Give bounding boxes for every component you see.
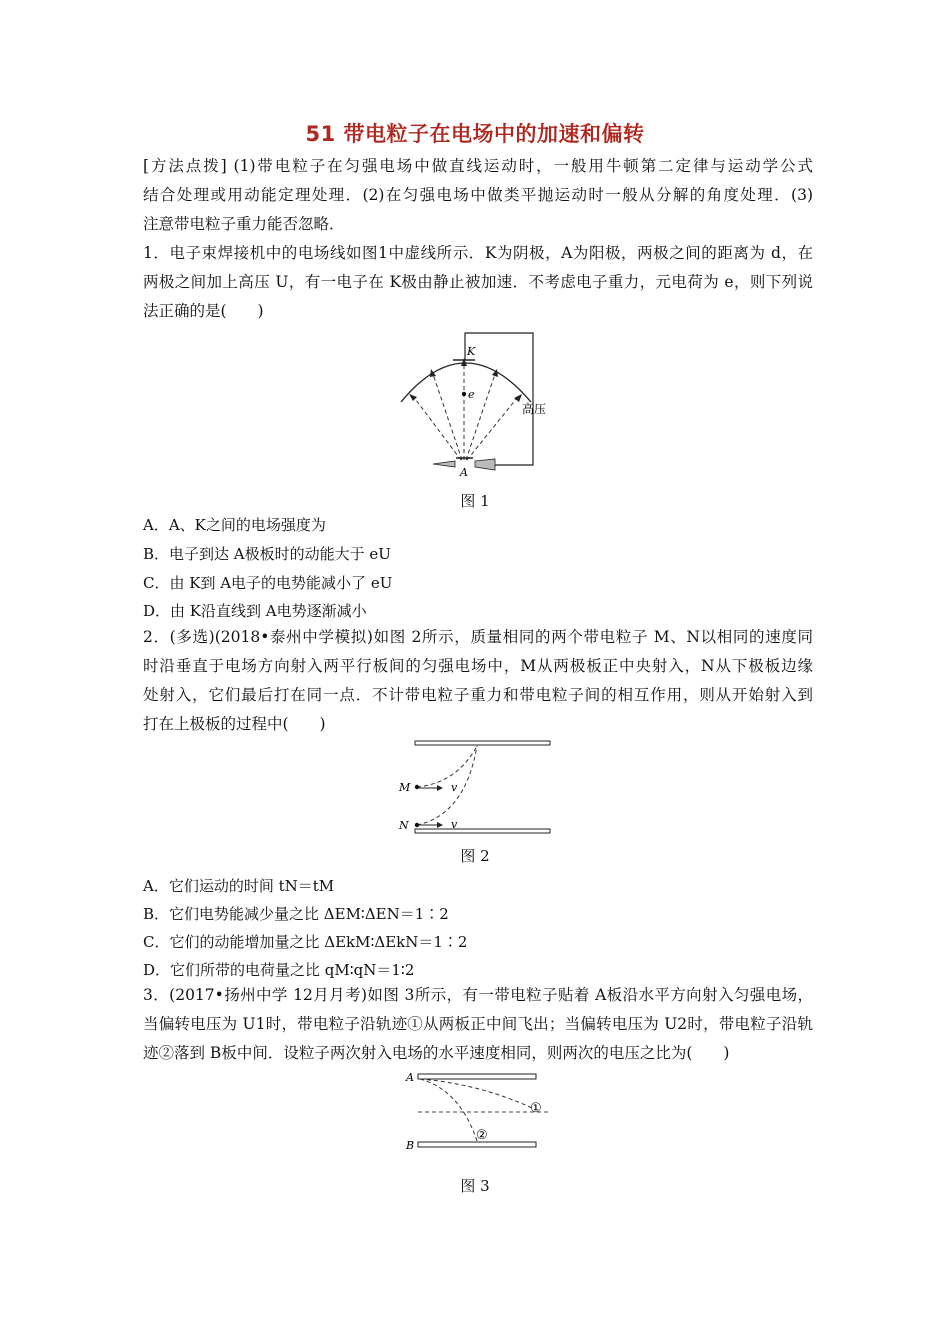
anode-right-plate <box>475 459 495 470</box>
figure-2-parallel-plates-diagram <box>395 735 560 840</box>
electron-dot <box>462 392 466 396</box>
label-trajectory-2: ② <box>476 1128 488 1143</box>
label-n: N <box>399 819 409 832</box>
lower-plate <box>415 829 550 833</box>
question-line: 法正确的是( ) <box>143 302 264 320</box>
question-line: 2．(多选)(2018•泰州中学模拟)如图 2所示，质量相同的两个带电粒子 M、N以相同的速度同 <box>143 628 813 646</box>
question-2-stem <box>143 623 813 739</box>
q1-option-b: B．电子到达 A极板时的动能大于 eU <box>143 545 391 563</box>
upper-plate <box>415 741 550 745</box>
trajectory-1 <box>420 1079 532 1108</box>
label-plate-a: A <box>406 1071 414 1084</box>
anode-left-plate <box>433 461 455 467</box>
figure-1-electron-beam-diagram <box>395 328 555 478</box>
field-lines <box>413 364 517 460</box>
q1-option-c: C．由 K到 A电子的电势能减小了 eU <box>143 574 393 592</box>
q2-option-a: A．它们运动的时间 tN＝tM <box>143 877 335 895</box>
trajectory-2 <box>420 1079 477 1141</box>
question-line: 当偏转电压为 U1时，带电粒子沿轨迹①从两板正中间飞出；当偏转电压为 U2时，带电粒子沿轨 <box>143 1015 813 1033</box>
question-line: 迹②落到 B板中间．设粒子两次射入电场的水平速度相同，则两次的电压之比为( ) <box>143 1044 730 1062</box>
trajectory-m <box>417 746 477 787</box>
particle-n <box>415 823 419 827</box>
label-v-m: v <box>451 781 458 794</box>
question-line: 两极之间加上高压 U，有一电子在 K极由静止被加速．不考虑电子重力，元电荷为 e，则下列说 <box>143 273 813 291</box>
question-line: 处射入，它们最后打在同一点．不计带电粒子重力和带电粒子间的相互作用，则从开始射入到 <box>143 686 813 704</box>
page-title: 51 带电粒子在电场中的加速和偏转 <box>305 122 645 146</box>
q2-option-d: D．它们所带的电荷量之比 qM∶qN＝1∶2 <box>143 961 415 979</box>
method-tip <box>143 152 813 239</box>
label-e: e <box>468 388 475 401</box>
method-line: 注意带电粒子重力能否忽略． <box>143 215 345 233</box>
label-a: A <box>460 466 468 479</box>
figure-2-caption: 图 2 <box>460 847 490 865</box>
figure-1-caption: 图 1 <box>460 492 490 510</box>
label-k: K <box>467 345 476 358</box>
question-line: 打在上极板的过程中( ) <box>143 715 326 733</box>
label-v-n: v <box>451 818 458 831</box>
question-line: 1．电子束焊接机中的电场线如图1中虚线所示．K为阴极，A为阳极，两极之间的距离为 d，在 <box>143 244 813 262</box>
question-line: 时沿垂直于电场方向射入两平行板间的匀强电场中，M从两极板正中央射入，N从下极板边缘 <box>143 657 813 675</box>
velocity-arrowhead-m <box>437 785 443 791</box>
label-high-voltage: 高压 <box>522 402 547 416</box>
method-line: 结合处理或用动能定理处理．(2)在匀强电场中做类平抛运动时一般从分解的角度处理．(3) <box>143 186 813 204</box>
label-plate-b: B <box>406 1139 415 1152</box>
figure-3-deflection-diagram <box>400 1068 560 1163</box>
label-trajectory-1: ① <box>530 1101 542 1116</box>
question-3-stem <box>143 981 813 1068</box>
question-line: 3．(2017•扬州中学 12月月考)如图 3所示，有一带电粒子贴着 A板沿水平方向射入匀强电场， <box>143 986 813 1004</box>
q1-option-a: A．A、K之间的电场强度为 <box>143 516 326 534</box>
figure-3-caption: 图 3 <box>460 1177 490 1195</box>
cathode-arc <box>401 363 531 402</box>
question-1-stem <box>143 239 813 326</box>
label-m: M <box>399 781 411 794</box>
velocity-arrowhead-n <box>437 822 443 828</box>
q2-option-b: B．它们电势能减少量之比 ΔEM∶ΔEN＝1∶2 <box>143 905 449 923</box>
particle-m <box>415 785 419 789</box>
plate-a <box>418 1074 536 1079</box>
q1-option-d: D．由 K沿直线到 A电势逐渐减小 <box>143 602 367 620</box>
q2-option-c: C．它们的动能增加量之比 ΔEkM∶ΔEkN＝1∶2 <box>143 933 468 951</box>
method-line: [方法点拨] (1)带电粒子在匀强电场中做直线运动时，一般用牛顿第二定律与运动学公式 <box>143 157 813 175</box>
